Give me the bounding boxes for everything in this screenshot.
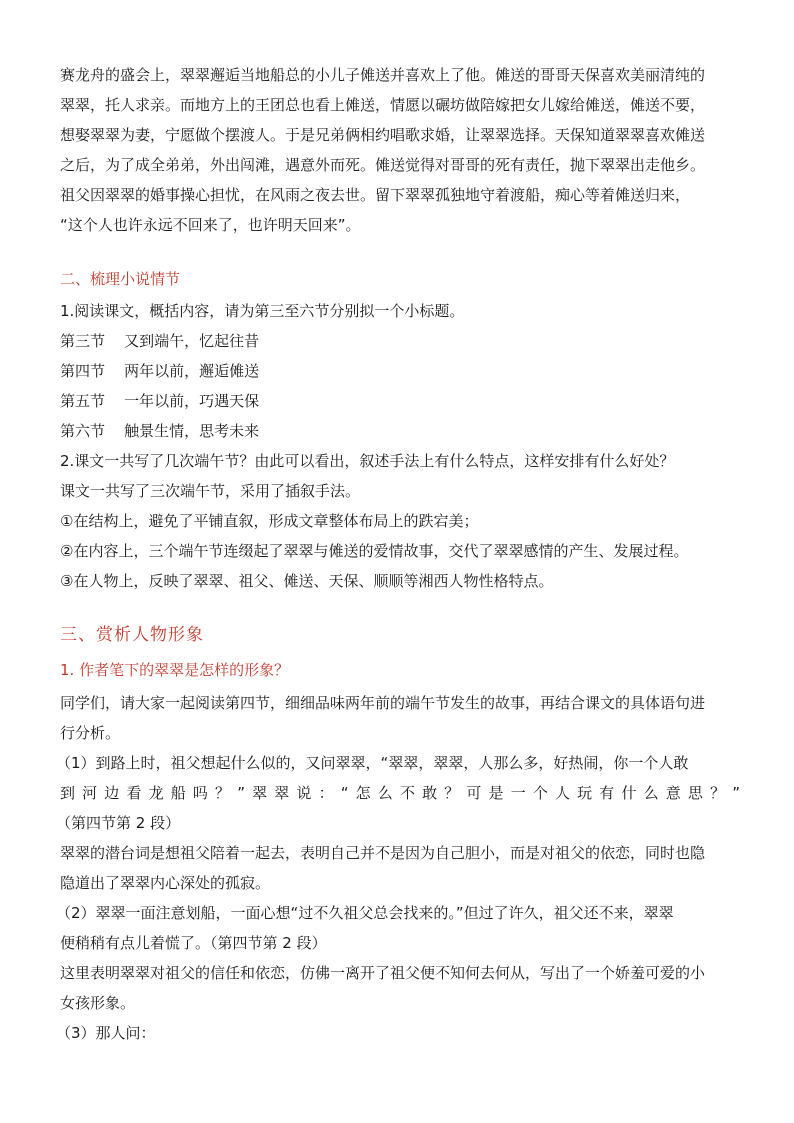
- section3-heading: 三、赏析人物形象: [60, 625, 204, 645]
- text-line: 这里表明翠翠对祖父的信任和依恋，仿佛一离开了祖父便不知何去何从，写出了一个娇羞可爱的小: [60, 964, 706, 982]
- text-line: 想娶翠翠为妻，宁愿做个摆渡人。于是兄弟俩相约唱歌求婚，让翠翠选择。天保知道翠翠喜欢傩送: [60, 126, 706, 144]
- answer-line: ③在人物上，反映了翠翠、祖父、傩送、天保、顺顺等湘西人物性格特点。: [60, 572, 554, 590]
- text-line: 便稍稍有点儿着慌了。（第四节第 2 段）: [60, 934, 327, 952]
- text-line: （第四节第 2 段）: [56, 814, 181, 832]
- subtitle-line: 第三节 又到端午，忆起往昔: [60, 332, 260, 350]
- question-line: 2.课文一共写了几次端午节？由此可以看出，叙述手法上有什么特点，这样安排有什么好处？: [60, 452, 675, 470]
- text-line: 行分析。: [60, 724, 121, 742]
- answer-line: 课文一共写了三次端午节，采用了插叙手法。: [60, 482, 361, 500]
- section2-heading: 二、梳理小说情节: [60, 270, 181, 288]
- text-line: 赛龙舟的盛会上，翠翠邂逅当地船总的小儿子傩送并喜欢上了他。傩送的哥哥天保喜欢美丽清纯的: [60, 66, 706, 84]
- section3-question1: 1. 作者笔下的翠翠是怎样的形象？: [60, 661, 290, 679]
- section3-body: [56, 688, 740, 1048]
- subtitle-line: 第五节 一年以前，巧遇天保: [60, 392, 260, 410]
- answer-line: ①在结构上，避免了平铺直叙，形成文章整体布局上的跌宕美；: [60, 512, 479, 530]
- question-line: 1.阅读课文，概括内容，请为第三至六节分别拟一个小标题。: [60, 302, 465, 320]
- text-line: 女孩形象。: [60, 994, 136, 1012]
- subtitle-line: 第四节 两年以前，邂逅傩送: [60, 362, 260, 380]
- text-line: 翠翠，托人求亲。而地方上的王团总也看上傩送，情愿以碾坊做陪嫁把女儿嫁给傩送，傩送不要，: [60, 96, 706, 114]
- text-line: 到河边看龙船吗？”翠翠说：“怎么不敢？可是一个人玩有什么意思？”: [60, 784, 740, 802]
- text-line: 之后，为了成全弟弟，外出闯滩，遇意外而死。傩送觉得对哥哥的死有责任，抛下翠翠出走他乡。: [60, 156, 706, 174]
- text-line: 隐道出了翠翠内心深处的孤寂。: [60, 874, 271, 892]
- text-line: 祖父因翠翠的婚事操心担忧，在风雨之夜去世。留下翠翠孤独地守着渡船，痴心等着傩送归来，: [60, 186, 691, 204]
- subtitle-line: 第六节 触景生情，思考未来: [60, 422, 260, 440]
- text-line: （3）那人问：: [56, 1024, 156, 1042]
- text-line: 同学们，请大家一起阅读第四节，细细品味两年前的端午节发生的故事，再结合课文的具体语句进: [60, 694, 706, 712]
- text-line: （2）翠翠一面注意划船，一面心想“过不久祖父总会找来的。”但过了许久，祖父还不来，翠翠: [56, 904, 674, 922]
- answer-line: ②在内容上，三个端午节连缀起了翠翠与傩送的爱情故事，交代了翠翠感情的产生、发展过程。: [60, 542, 689, 560]
- text-line: 翠翠的潜台词是想祖父陪着一起去，表明自己并不是因为自己胆小，而是对祖父的依恋，同时也隐: [60, 844, 706, 862]
- text-line: （1）到路上时，祖父想起什么似的，又问翠翠，“翠翠，翠翠，人那么多，好热闹，你一个人敢: [56, 754, 689, 772]
- text-line: “这个人也许永远不回来了，也许明天回来”。: [60, 216, 361, 234]
- intro-paragraph: [60, 60, 705, 240]
- section2-body: [60, 296, 688, 596]
